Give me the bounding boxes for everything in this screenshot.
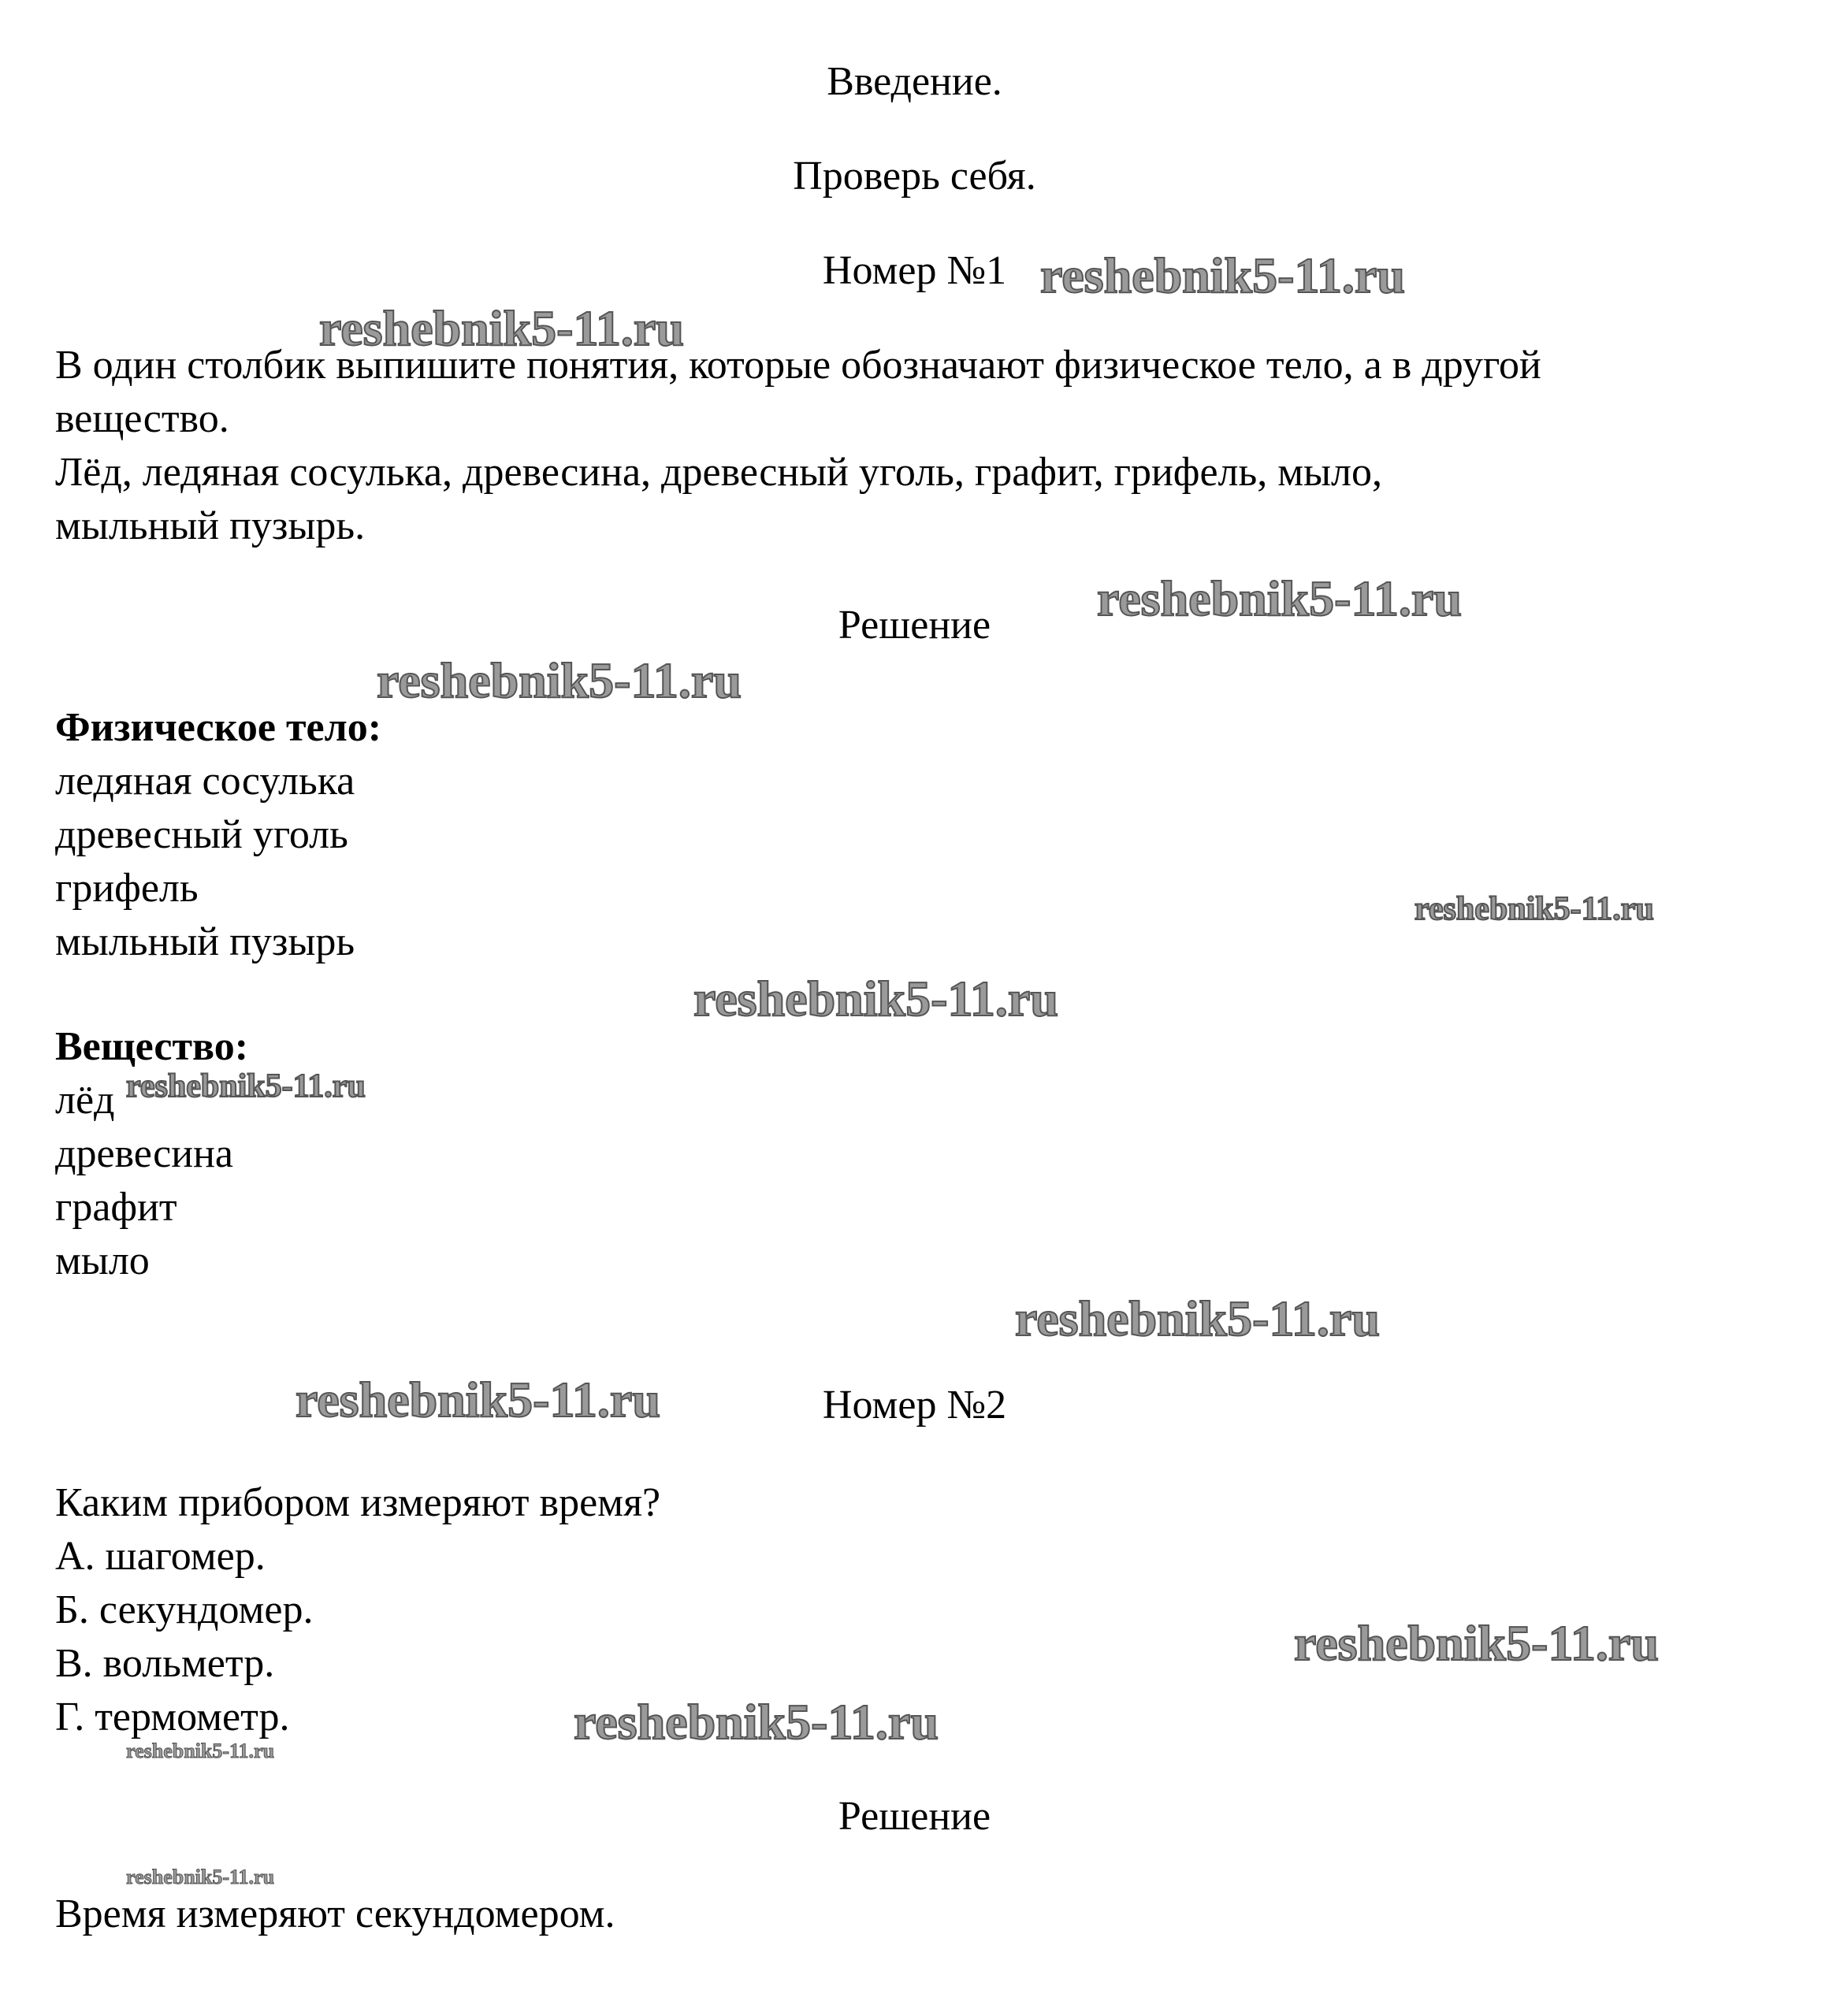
physical-body-item: мыльный пузырь xyxy=(55,919,355,964)
task1-list-line1: Лёд, ледяная сосулька, древесина, древесный уголь, графит, грифель, мыло, xyxy=(55,450,1383,495)
heading-check-yourself: Проверь себя. xyxy=(793,154,1036,199)
task2-number: Номер №2 xyxy=(822,1383,1007,1428)
watermark: reshebnik5-11.ru xyxy=(574,1694,939,1750)
watermark: reshebnik5-11.ru xyxy=(126,1739,275,1762)
task2-solution-label: Решение xyxy=(838,1794,991,1839)
task2-option: А. шагомер. xyxy=(55,1534,266,1579)
physical-body-item: ледяная сосулька xyxy=(55,759,355,804)
task2-option: Б. секундомер. xyxy=(55,1587,314,1632)
substance-heading: Вещество: xyxy=(55,1024,249,1069)
heading-introduction: Введение. xyxy=(827,59,1002,104)
substance-item: графит xyxy=(55,1185,177,1230)
watermark: reshebnik5-11.ru xyxy=(296,1372,660,1428)
watermark: reshebnik5-11.ru xyxy=(126,1866,275,1888)
substance-item: мыло xyxy=(55,1238,150,1283)
physical-body-heading: Физическое тело: xyxy=(55,705,382,750)
watermark: reshebnik5-11.ru xyxy=(319,300,684,356)
watermark: reshebnik5-11.ru xyxy=(1015,1290,1380,1346)
task1-list-line2: мыльный пузырь. xyxy=(55,503,366,548)
task2-answer: Время измеряют секундомером. xyxy=(55,1892,615,1936)
watermark: reshebnik5-11.ru xyxy=(126,1068,366,1105)
task1-solution-label: Решение xyxy=(838,603,991,648)
task2-question: Каким прибором измеряют время? xyxy=(55,1480,661,1525)
task2-option: В. вольметр. xyxy=(55,1641,275,1686)
task1-question-line2: вещество. xyxy=(55,396,229,441)
watermark: reshebnik5-11.ru xyxy=(693,971,1058,1027)
substance-item: лёд xyxy=(55,1078,115,1123)
task1-question-line1: В один столбик выпишите понятия, которые обозначают физическое тело, а в другой xyxy=(55,343,1541,388)
watermark: reshebnik5-11.ru xyxy=(1040,247,1405,303)
watermark: reshebnik5-11.ru xyxy=(377,652,742,708)
substance-item: древесина xyxy=(55,1131,233,1176)
physical-body-item: древесный уголь xyxy=(55,812,348,857)
task2-option: Г. термометр. xyxy=(55,1695,290,1739)
task1-number: Номер №1 xyxy=(822,248,1007,293)
watermark: reshebnik5-11.ru xyxy=(1294,1615,1659,1671)
physical-body-item: грифель xyxy=(55,866,199,911)
watermark: reshebnik5-11.ru xyxy=(1097,570,1462,626)
watermark: reshebnik5-11.ru xyxy=(1415,891,1654,927)
